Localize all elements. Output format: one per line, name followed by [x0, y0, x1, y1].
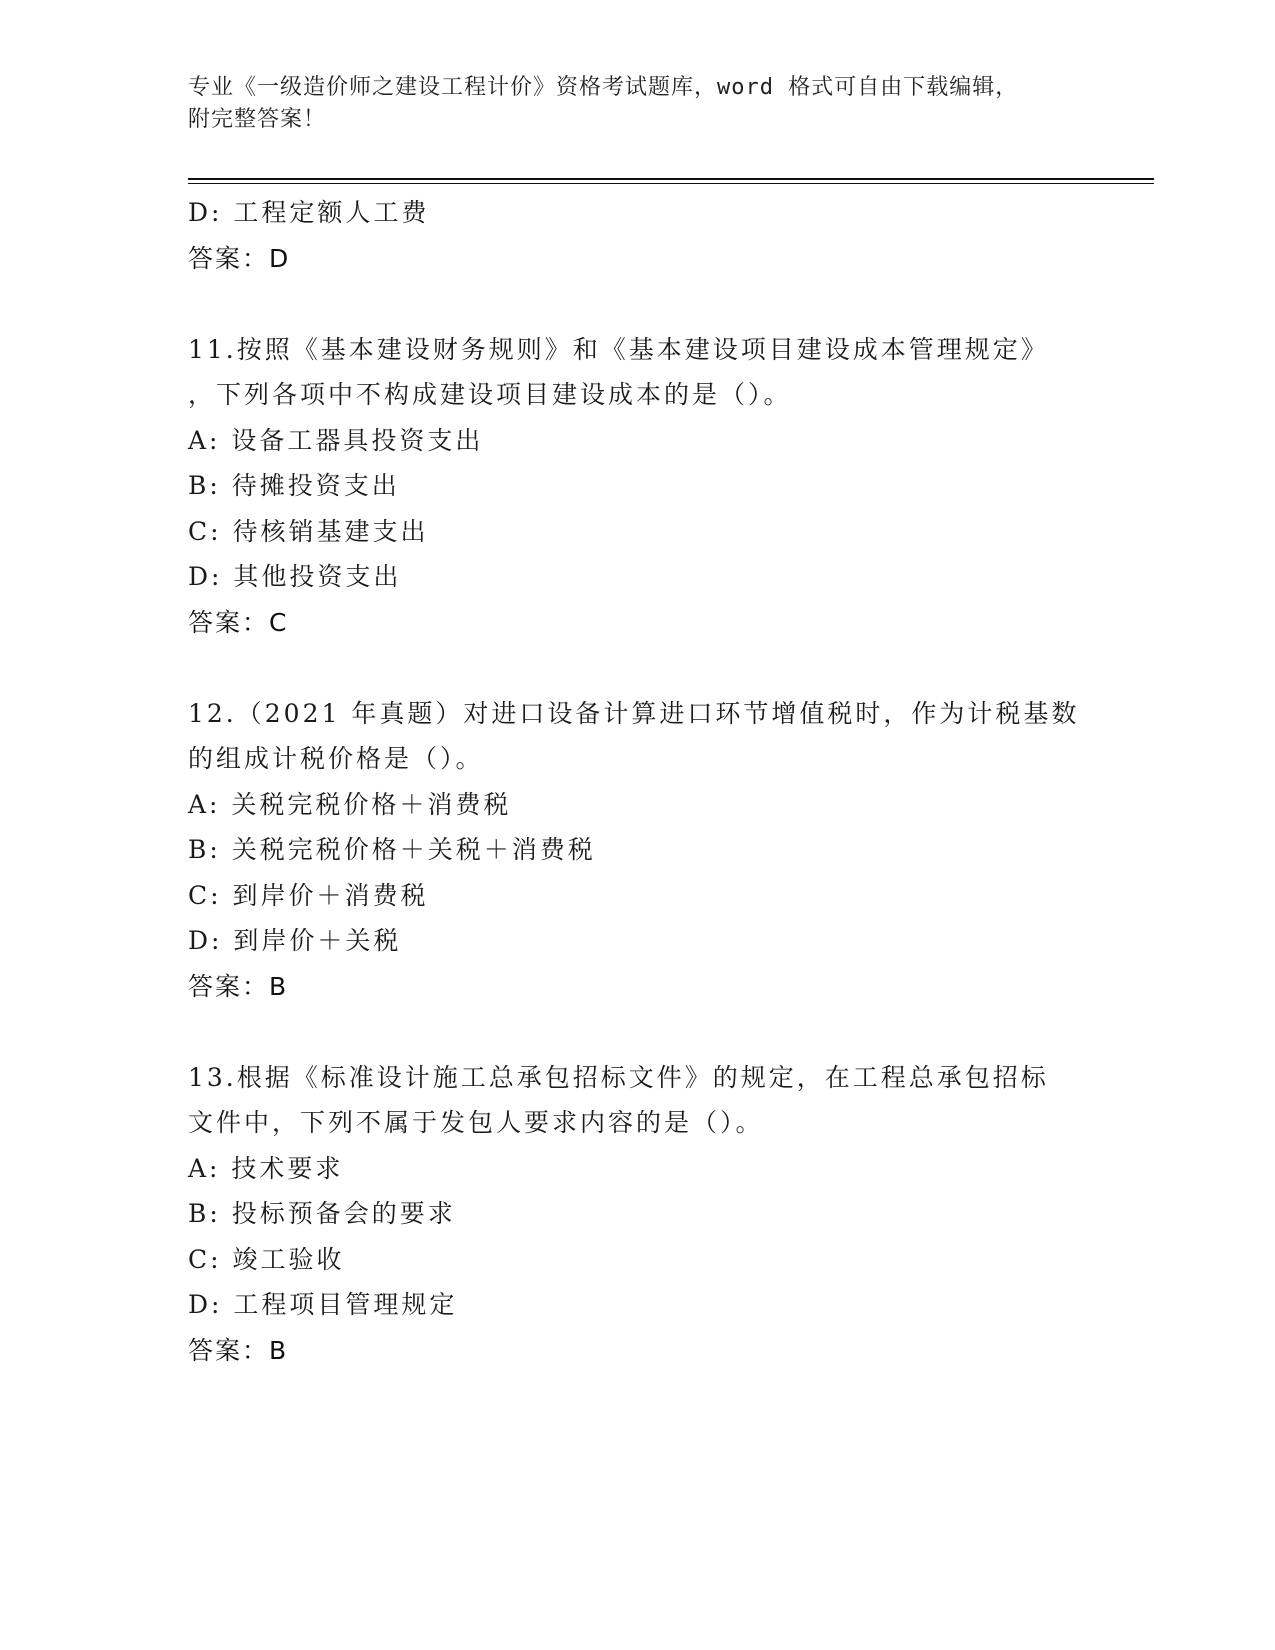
question-stem: 13.根据《标准设计施工总承包招标文件》的规定，在工程总承包招标 [188, 1062, 1049, 1092]
header-line-1: 专业《一级造价师之建设工程计价》资格考试题库，word 格式可自由下载编辑， [188, 75, 1019, 100]
option-b: B: 投标预备会的要求 [188, 1199, 456, 1228]
document-header [188, 72, 1088, 136]
question-stem: 12.（2021 年真题）对进口设备计算进口环节增值税时，作为计税基数 [188, 698, 1080, 728]
option-b: B: 关税完税价格＋关税＋消费税 [188, 835, 596, 864]
answer-line: 答案：B [188, 971, 289, 1001]
option-d: D: 工程定额人工费 [188, 198, 430, 227]
question-11 [188, 327, 1108, 646]
question-stem-continued: 的组成计税价格是（）。 [188, 744, 484, 773]
question-stem-continued: ，下列各项中不构成建设项目建设成本的是（）。 [188, 380, 792, 409]
header-divider-thick [188, 178, 1154, 180]
question-stem-continued: 文件中，下列不属于发包人要求内容的是（）。 [188, 1108, 764, 1137]
spacer [188, 1009, 1108, 1055]
question-stem: 11.按照《基本建设财务规则》和《基本建设项目建设成本管理规定》 [188, 334, 1049, 364]
previous-question-tail [188, 190, 1108, 281]
option-b: B: 待摊投资支出 [188, 471, 400, 500]
option-a: A: 设备工器具投资支出 [188, 425, 484, 455]
question-13 [188, 1055, 1108, 1374]
spacer [188, 645, 1108, 691]
option-c: C: 到岸价＋消费税 [188, 880, 429, 910]
spacer [188, 281, 1108, 327]
option-a: A: 关税完税价格＋消费税 [188, 789, 512, 819]
option-c: C: 竣工验收 [188, 1244, 345, 1274]
option-a: A: 技术要求 [188, 1153, 344, 1183]
option-d: D: 工程项目管理规定 [188, 1290, 458, 1319]
option-d: D: 到岸价＋关税 [188, 926, 402, 955]
document-body [188, 190, 1108, 1373]
header-divider-thin [188, 183, 1154, 184]
answer-line: 答案：C [188, 607, 289, 637]
answer-line: 答案：B [188, 1335, 289, 1365]
header-line-2: 附完整答案！ [188, 107, 327, 132]
option-d: D: 其他投资支出 [188, 562, 402, 591]
answer-line: 答案：D [188, 243, 291, 273]
question-12 [188, 691, 1108, 1010]
option-c: C: 待核销基建支出 [188, 516, 429, 546]
